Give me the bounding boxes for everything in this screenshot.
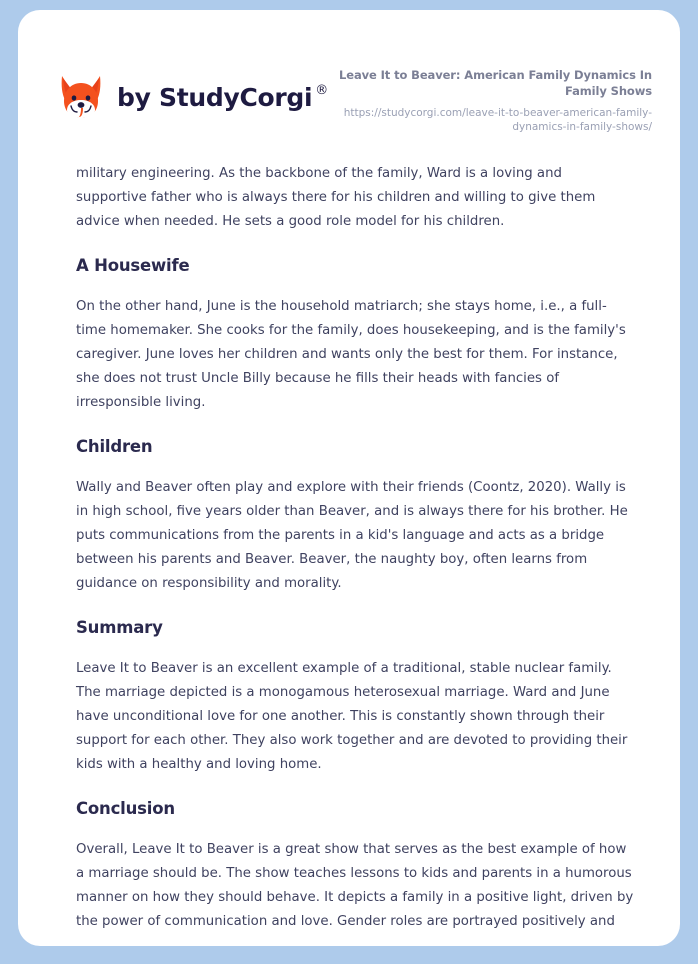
page-title: Leave It to Beaver: American Family Dynamics In Family Shows bbox=[339, 68, 652, 98]
corgi-logo-icon bbox=[58, 72, 104, 122]
brand-logo-block bbox=[58, 62, 328, 122]
section-paragraph: Overall, Leave It to Beaver is a great show that serves as the best example of how a marriage should be. The show teaches lessons to kids and parents in a humorous manner on how they should behave. It depicts a family in a positive light, driven by the power of communication and love. Gender roles are portrayed positively and bbox=[76, 842, 634, 930]
document-body bbox=[18, 162, 680, 934]
section-paragraph: Wally and Beaver often play and explore with their friends (Coontz, 2020). Wally is in high school, five years older than Beaver, and is always there for his brother. He puts communications from the parents in a kid's language and acts as a bridge between his parents and Beaver. Beaver, the naughty boy, often learns from guidance on responsibility and morality. bbox=[76, 480, 628, 592]
section-paragraph: On the other hand, June is the household matriarch; she stays home, i.e., a full-time homemaker. She cooks for the family, does housekeeping, and is the family's caregiver. June loves her children and wants only the best for them. For instance, she does not trust Uncle Billy because he fills their heads with fancies of irresponsible living. bbox=[76, 299, 626, 411]
section-summary bbox=[76, 618, 634, 777]
section-heading: Children bbox=[76, 437, 153, 457]
brand-name bbox=[117, 83, 328, 112]
section-heading: A Housewife bbox=[76, 256, 190, 276]
section-a-housewife bbox=[76, 256, 634, 415]
header-body-gap bbox=[18, 134, 680, 162]
section-conclusion bbox=[76, 799, 634, 934]
source-url[interactable]: https://studycorgi.com/leave-it-to-beaver-american-family-dynamics-in-family-shows/ bbox=[343, 107, 652, 134]
header-meta bbox=[328, 62, 652, 134]
section-heading: Conclusion bbox=[76, 799, 175, 819]
section-heading: Summary bbox=[76, 618, 163, 638]
section-paragraph: Leave It to Beaver is an excellent example of a traditional, stable nuclear family. The marriage depicted is a monogamous heterosexual marriage. Ward and June have unconditional love for one another. This is constantly shown through their support for each other. They also work together and are devoted to providing their kids with a healthy and loving home. bbox=[76, 661, 628, 773]
document-header bbox=[18, 10, 680, 134]
registered-trademark-icon: ® bbox=[315, 82, 328, 98]
document-page-card bbox=[18, 10, 680, 946]
brand-name-text: by StudyCorgi bbox=[117, 82, 313, 112]
section-children bbox=[76, 437, 634, 596]
intro-paragraph: military engineering. As the backbone of the family, Ward is a loving and supportive father who is always there for his children and willing to give them advice when needed. He sets a good role model for his children. bbox=[76, 166, 596, 230]
